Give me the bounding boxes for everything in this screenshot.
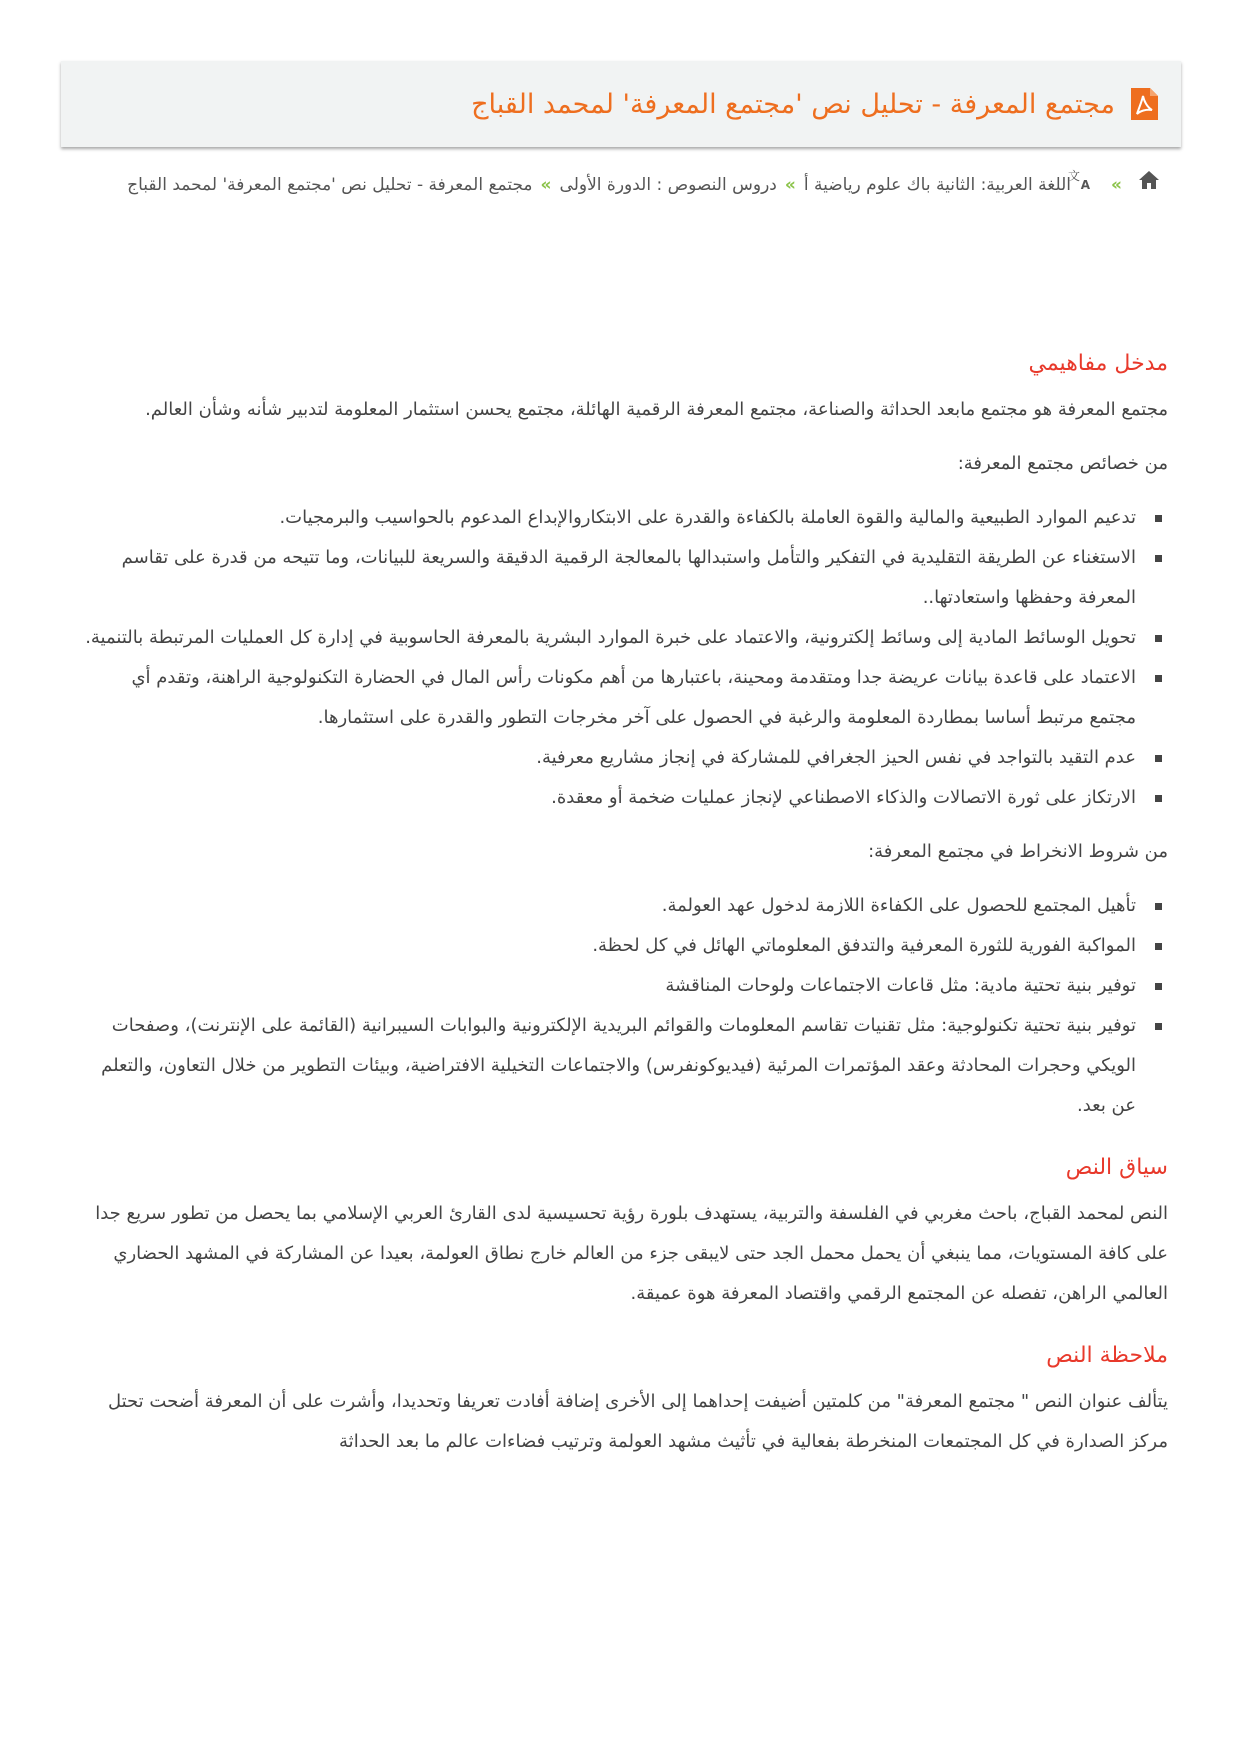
translate-icon [1068, 166, 1103, 204]
page-header [61, 61, 1181, 147]
breadcrumb-separator: » [1111, 175, 1122, 195]
breadcrumb-separator: » [784, 175, 796, 195]
bullet-icon [1155, 635, 1162, 642]
home-icon[interactable] [1138, 166, 1160, 204]
article-content [80, 330, 1168, 1484]
section-context [80, 1148, 1168, 1314]
section-heading-observation: ملاحظة النص [1046, 1343, 1168, 1368]
breadcrumb-item-subject[interactable]: اللغة العربية: الثانية باك علوم رياضية أ [803, 175, 1072, 195]
svg-text:文: 文 [1068, 169, 1081, 183]
list-item: عدم التقيد بالتواجد في نفس الحيز الجغرافي للمشاركة في إنجاز مشاريع معرفية. [80, 738, 1136, 778]
bullet-icon [1155, 675, 1162, 682]
section-heading-intro: مدخل مفاهيمي [1028, 351, 1168, 376]
bullet-icon [1155, 943, 1162, 950]
observation-paragraph: يتألف عنوان النص " مجتمع المعرفة" من كلمتين أضيفت إحداهما إلى الأخرى إضافة أفادت تعريفا وتحديدا، وأشرت على أن المعرفة أضحت تحتل مركز الصدارة في كل المجتمعات المنخرطة بفعالية في تأثيث مشهد العولمة وترتيب فضاءات عالم ما بعد الحداثة [107, 1391, 1168, 1452]
bullet-icon [1155, 983, 1162, 990]
conditions-list [80, 886, 1168, 1126]
bullet-icon [1155, 903, 1162, 910]
bullet-icon [1155, 555, 1162, 562]
list-item: الارتكاز على ثورة الاتصالات والذكاء الاصطناعي لإنجاز عمليات ضخمة أو معقدة. [80, 778, 1136, 818]
breadcrumb [90, 166, 1160, 204]
section-heading-context: سياق النص [1065, 1155, 1168, 1180]
context-paragraph: النص لمحمد القباج، باحث مغربي في الفلسفة والتربية، يستهدف بلورة رؤية تحسيسية لدى القارئ العربي الإسلامي بما يحصل من تطور سريع جدا على كافة المستويات، مما ينبغي أن يحمل محمل الجد حتى لايبقى جزء من العالم خارج نطاق العولمة، بعيدا عن المشاركة في المشهد الحضاري العالمي الراهن، تفصله عن المجتمع الرقمي واقتصاد المعرفة هوة عميقة. [95, 1203, 1168, 1304]
pdf-icon[interactable] [1129, 87, 1159, 121]
features-title: من خصائص مجتمع المعرفة: [957, 453, 1168, 474]
list-item: توفير بنية تحتية مادية: مثل قاعات الاجتماعات ولوحات المناقشة [80, 966, 1136, 1006]
list-item: الاستغناء عن الطريقة التقليدية في التفكير والتأمل واستبدالها بالمعالجة الرقمية الدقيقة والسريعة للبيانات، وما تتيحه من قدرة على تقاسم المعرفة وحفظها واستعادتها.. [80, 538, 1136, 618]
features-list [80, 498, 1168, 818]
list-item: تدعيم الموارد الطبيعية والمالية والقوة العاملة بالكفاءة والقدرة على الابتكاروالإبداع المدعوم بالحواسيب والبرمجيات. [80, 498, 1136, 538]
list-item: تحويل الوسائط المادية إلى وسائط إلكترونية، والاعتماد على خبرة الموارد البشرية بالمعرفة الحاسوبية في إدارة كل العمليات المرتبطة بالتنمية. [80, 618, 1136, 658]
breadcrumb-item-lessons[interactable]: دروس النصوص : الدورة الأولى [559, 175, 777, 195]
intro-paragraph: مجتمع المعرفة هو مجتمع مابعد الحداثة والصناعة، مجتمع المعرفة الرقمية الهائلة، مجتمع يحسن استثمار المعلومة لتدبير شأنه وشأن العالم. [145, 399, 1168, 420]
bullet-icon [1155, 755, 1162, 762]
breadcrumb-item-current: مجتمع المعرفة - تحليل نص 'مجتمع المعرفة' لمحمد القباج [127, 175, 533, 195]
breadcrumb-separator: » [540, 175, 552, 195]
page-title: مجتمع المعرفة - تحليل نص 'مجتمع المعرفة' لمحمد القباج [471, 88, 1115, 120]
list-item: الاعتماد على قاعدة بيانات عريضة جدا ومتقدمة ومحينة، باعتبارها من أهم مكونات رأس المال في الحضارة التكنولوجية الراهنة، وتقدم أي مجتمع مرتبط أساسا بمطاردة المعلومة والرغبة في الحصول على آخر مخرجات التطور والقدرة على استثمارها. [80, 658, 1136, 738]
svg-text:A: A [1080, 178, 1091, 192]
bullet-icon [1155, 795, 1162, 802]
bullet-icon [1155, 515, 1162, 522]
section-intro [80, 344, 1168, 1126]
conditions-title: من شروط الانخراط في مجتمع المعرفة: [868, 841, 1168, 862]
section-observation [80, 1336, 1168, 1462]
list-item: توفير بنية تحتية تكنولوجية: مثل تقنيات تقاسم المعلومات والقوائم البريدية الإلكترونية والبوابات السيبرانية (القائمة على الإنترنت)، وصفحات الويكي وحجرات المحادثة وعقد المؤتمرات المرئية (فيديوكونفرس) والاجتماعات التخيلية الافتراضية، وبيئات التطوير من خلال التعاون، والتعلم عن بعد. [80, 1006, 1136, 1126]
bullet-icon [1155, 1023, 1162, 1030]
list-item: المواكبة الفورية للثورة المعرفية والتدفق المعلوماتي الهائل في كل لحظة. [80, 926, 1136, 966]
list-item: تأهيل المجتمع للحصول على الكفاءة اللازمة لدخول عهد العولمة. [80, 886, 1136, 926]
